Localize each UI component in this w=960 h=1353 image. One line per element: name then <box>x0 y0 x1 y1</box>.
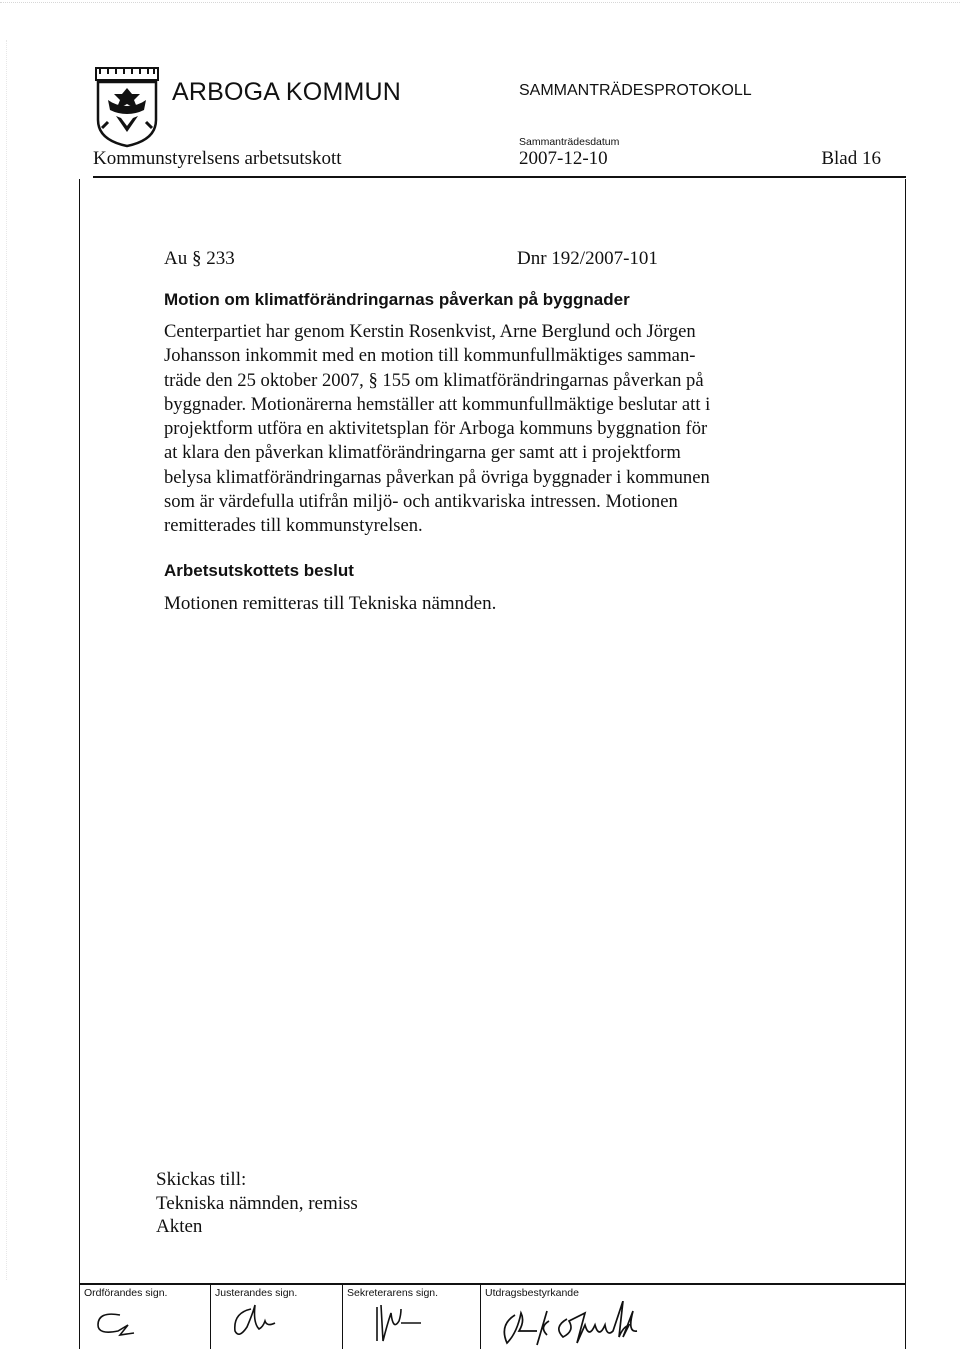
page-number: Blad 16 <box>821 148 881 169</box>
body-line: träde den 25 oktober 2007, § 155 om klimatförändringarnas påverkan på <box>164 369 704 391</box>
scan-artifact-left <box>6 40 8 1280</box>
adjuster-signature-cell <box>210 1285 342 1349</box>
distribution-recipient: Tekniska nämnden, remiss <box>156 1192 358 1214</box>
secretary-signature <box>349 1301 469 1347</box>
body-line: byggnader. Motionärerna hemställer att kommunfullmäktige beslutar att i <box>164 393 711 415</box>
body-line: Centerpartiet har genom Kerstin Rosenkvist, Arne Berglund och Jörgen <box>164 321 696 342</box>
extract-certification-label: Utdragsbestyrkande <box>485 1287 579 1299</box>
distribution-recipient: Akten <box>156 1216 203 1237</box>
header-divider <box>93 176 906 178</box>
adjuster-signature-label: Justerandes sign. <box>215 1287 298 1299</box>
page-frame-left <box>79 179 80 1349</box>
diary-number: Dnr 192/2007-101 <box>517 248 658 269</box>
chair-signature <box>86 1301 196 1345</box>
decision-text: Motionen remitteras till Tekniska nämnden. <box>164 593 497 614</box>
page-frame-right <box>905 179 906 1349</box>
signature-row <box>80 1285 906 1349</box>
extract-signature <box>487 1301 747 1349</box>
extract-certification-cell <box>480 1285 906 1349</box>
adjuster-signature <box>217 1301 337 1345</box>
document-type: SAMMANTRÄDESPROTOKOLL <box>519 82 752 99</box>
coat-of-arms-icon <box>94 66 160 148</box>
case-body <box>164 320 824 539</box>
chair-signature-label: Ordförandes sign. <box>84 1287 168 1299</box>
case-number: Au § 233 <box>164 248 235 269</box>
meeting-date: 2007-12-10 <box>519 148 608 169</box>
body-line: Johansson inkommit med en motion till kommunfullmäktiges samman- <box>164 345 696 367</box>
scan-artifact-top <box>0 2 960 4</box>
department-name: Kommunstyrelsens arbetsutskott <box>93 148 342 169</box>
distribution-list <box>156 1168 358 1239</box>
decision-heading: Arbetsutskottets beslut <box>164 561 354 580</box>
body-line: remitterades till kommunstyrelsen. <box>164 515 423 537</box>
body-line: at klara den påverkan klimatförändringarna ger samt att i projektform <box>164 442 681 464</box>
secretary-signature-cell <box>342 1285 480 1349</box>
distribution-heading: Skickas till: <box>156 1169 247 1190</box>
meeting-date-label: Sammanträdesdatum <box>519 136 620 148</box>
secretary-signature-label: Sekreterarens sign. <box>347 1287 439 1299</box>
case-title: Motion om klimatförändringarnas påverkan på byggnader <box>164 290 630 309</box>
org-name: ARBOGA KOMMUN <box>172 78 402 106</box>
chair-signature-cell <box>80 1285 210 1349</box>
body-line: belysa klimatförändringarnas påverkan på övriga byggnader i kommunen <box>164 466 710 488</box>
body-line: som är värdefulla utifrån miljö- och antikvariska intressen. Motionen <box>164 491 678 513</box>
body-line: projektform utföra en aktivitetsplan för Arboga kommuns byggnation för <box>164 418 708 440</box>
